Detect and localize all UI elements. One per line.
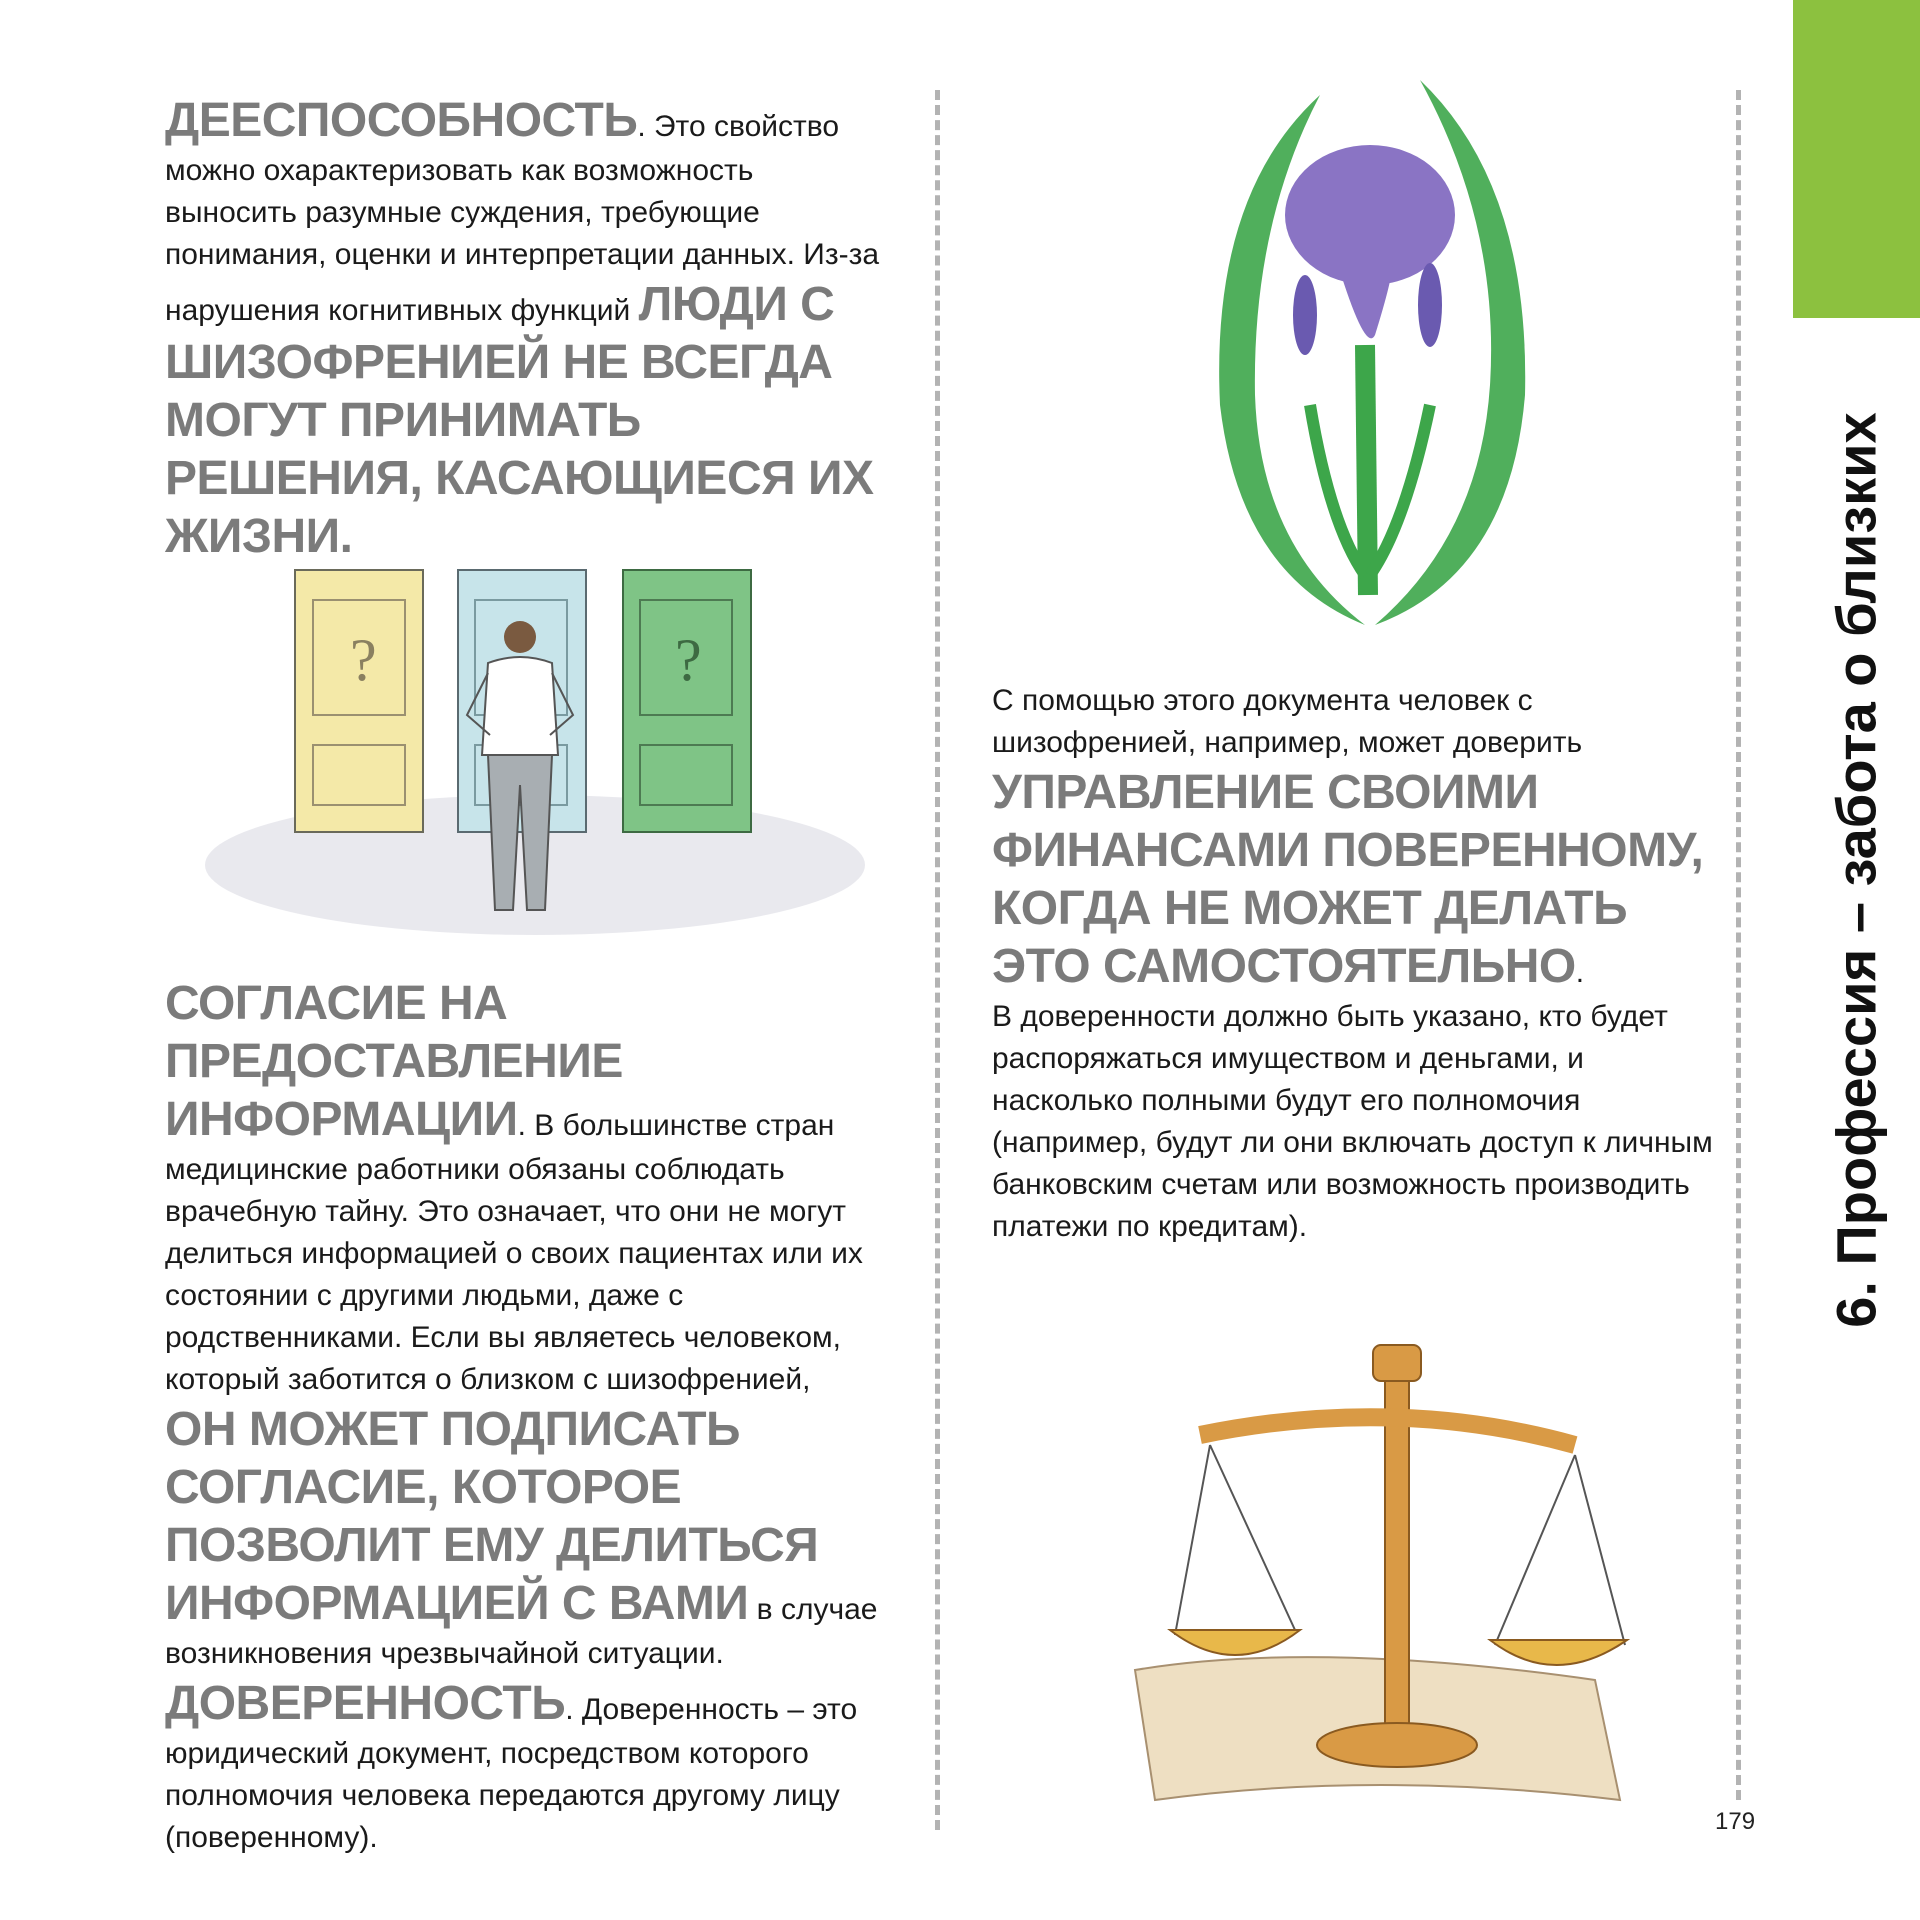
consent-heading: СОГЛАСИЕ НА ПРЕДОСТАВЛЕНИЕ ИНФОРМАЦИИ <box>165 977 623 1146</box>
proxy-continued-paragraph <box>992 680 1732 996</box>
proxy-paragraph <box>165 1675 885 1859</box>
consent-highlight: ОН МОЖЕТ ПОДПИСАТЬ СОГЛАСИЕ, КОТОРОЕ ПОЗВОЛИТ ЕМУ ДЕЛИТЬСЯ ИНФОРМАЦИЕЙ С ВАМИ <box>165 1403 819 1630</box>
column-divider <box>935 90 940 1830</box>
right-pan <box>1490 1640 1627 1665</box>
right-column <box>992 680 1732 1248</box>
consent-paragraph <box>165 975 885 1675</box>
question-mark-yellow: ? <box>350 627 377 693</box>
page-number: 179 <box>1715 1808 1756 1835</box>
proxy-text-2: С помощью этого документа человек с шизофренией, например, может доверить <box>992 684 1583 759</box>
capacity-heading: ДЕЕСПОСОБНОСТЬ <box>165 94 638 147</box>
chapter-title: 6. Профессия – забота о близких <box>1824 412 1888 1328</box>
flower-illustration <box>1200 75 1540 625</box>
left-column-lower <box>165 975 885 1859</box>
consent-text: . В большинстве стран медицинские работники обязаны соблюдать врачебную тайну. Это означает, что они не могут делиться информацией о своих пациентах или их состоянии с другими людьми, даже с родственниками. Если вы являетесь человеком, который заботится о близком с шизофренией, <box>165 1109 863 1396</box>
proxy-text-3: . <box>1575 956 1585 989</box>
consent-text-end: в случае возникновения чрезвычайной ситуации. <box>165 1593 878 1670</box>
scales-illustration <box>1115 1330 1635 1810</box>
doors-illustration <box>205 565 865 945</box>
left-pan <box>1170 1630 1300 1655</box>
yellow-door <box>295 570 423 832</box>
question-mark-green: ? <box>675 627 702 693</box>
right-divider <box>1736 90 1741 1800</box>
proxy-highlight: УПРАВЛЕНИЕ СВОИМИ ФИНАНСАМИ ПОВЕРЕННОМУ, КОГДА НЕ МОЖЕТ ДЕЛАТЬ ЭТО САМОСТОЯТЕЛЬНО <box>992 766 1704 993</box>
left-column <box>165 92 885 566</box>
section-tab <box>1793 0 1920 318</box>
proxy-heading: ДОВЕРЕННОСТЬ <box>165 1677 566 1730</box>
proxy-text: . Доверенность – это юридический документ, посредством которого полномочия человека передаются другому лицу (поверенному). <box>165 1693 858 1854</box>
capacity-highlight: ЛЮДИ С ШИЗОФРЕНИЕЙ НЕ ВСЕГДА МОГУТ ПРИНИМАТЬ РЕШЕНИЯ, КАСАЮЩИЕСЯ ИХ ЖИЗНИ. <box>165 278 874 563</box>
proxy-details-paragraph: В доверенности должно быть указано, кто будет распоряжаться имуществом и деньгами, и насколько полными будут его полномочия (например, будут ли они включать доступ к личным банковским счетам или возможность производить платежи по кредитам). <box>992 1000 1713 1243</box>
capacity-paragraph <box>165 92 885 566</box>
capacity-text: . Это свойство можно охарактеризовать как возможность выносить разумные суждения, требующие понимания, оценки и интерпретации данных. Из-за нарушения когнитивных функций <box>165 110 880 327</box>
